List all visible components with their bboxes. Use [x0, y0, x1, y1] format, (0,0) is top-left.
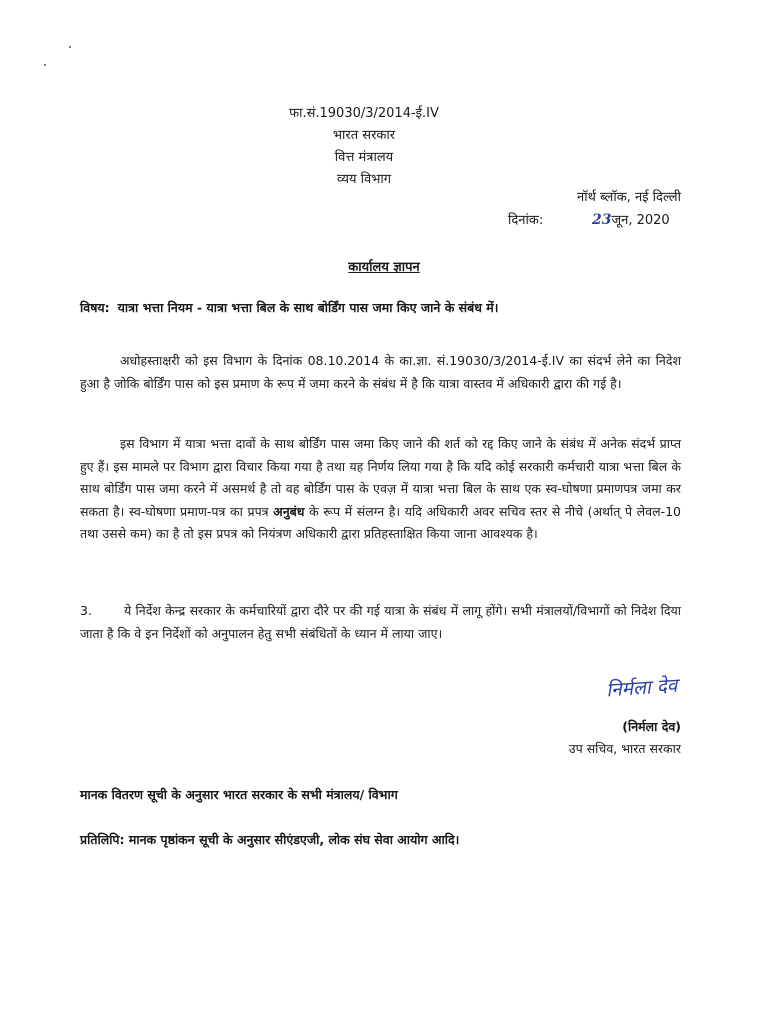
letterhead	[0, 103, 768, 191]
paragraph-2-text-start: इस विभाग में यात्रा भत्ता दावों के साथ बोर्डिंग पास जमा किए जाने की शर्त को रद्द किए जाने के संबंध में अनेक संदर्भ प्राप्त हुए हैं। इस मामले पर विभाग द्वारा विचार किया गया है तथा यह निर्णय लिया गया है कि यदि कोई सरकारी कर्मचारी यात्रा भत्ता बिल के साथ बोर्डिंग पास जमा करने में असमर्थ है तो वह बोर्डिंग पास के एवज़ में यात्रा भत्ता बिल के साथ एक स्व-घोषणा प्रमाणपत्र जमा कर सकता है। स्व-घोषणा प्रमाण-पत्र का प्रपत्र	[80, 436, 681, 519]
government-name: भारत सरकार	[332, 128, 396, 143]
date-month-year: जून, 2020	[611, 213, 670, 228]
file-number: फा.सं.19030/3/2014-ई.IV	[289, 106, 439, 121]
subject-label: विषय:	[80, 300, 110, 315]
department-name: व्यय विभाग	[336, 172, 392, 187]
subject-line	[80, 299, 700, 316]
paragraph-3-number: 3.	[80, 603, 92, 618]
handwritten-signature: निर्मला देव	[605, 674, 679, 702]
signatory-designation: उप सचिव, भारत सरकार	[568, 741, 681, 756]
distribution-line: मानक वितरण सूची के अनुसार भारत सरकार के सभी मंत्रालय/ विभाग	[80, 787, 398, 802]
date-label: दिनांक:	[508, 213, 544, 228]
paragraph-1	[80, 350, 681, 395]
paragraph-2	[80, 433, 681, 546]
signatory-name: (निर्मला देव)	[622, 719, 681, 734]
annexure-word: अनुबंध	[273, 503, 305, 519]
paragraph-3	[80, 600, 681, 645]
paragraph-3-text: ये निर्देश केन्द्र सरकार के कर्मचारियों द्वारा दौरे पर की गई यात्रा के संबंध में लागू होंगे। सभी मंत्रालयों/विभागों को निदेश दिया जाता है कि वे इन निर्देशों को अनुपालन हेतु सभी संबंधितों के ध्यान में लाया जाए।	[80, 603, 681, 641]
paragraph-1-text: अधोहस्ताक्षरी को इस विभाग के दिनांक 08.10.2014 के का.ज्ञा. सं.19030/3/2014-ई.IV का संदर्भ लेने का निदेश हुआ है जोकि बोर्डिंग पास को इस प्रमाण के रूप में जमा करने के संबंध में है कि यात्रा वास्तव में अधिकारी द्वारा की गई है।	[80, 353, 681, 391]
copy-to-line: प्रतिलिपि: मानक पृष्ठांकन सूची के अनुसार सीएंडएजी, लोक संघ सेवा आयोग आदि।	[80, 832, 460, 847]
ministry-name: वित्त मंत्रालय	[334, 150, 394, 165]
issue-date	[508, 210, 670, 231]
scan-speck	[69, 46, 71, 48]
paragraph-2-text-end: के रूप में संलग्न है। यदि अधिकारी अवर सचिव स्तर से नीचे (अर्थात् पे लेवल-10 तथा उससे कम) का है तो इस प्रपत्र को नियंत्रण अधिकारी द्वारा प्रतिहस्ताक्षित किया जाना आवश्यक है।	[80, 503, 681, 541]
subject-text: यात्रा भत्ता नियम - यात्रा भत्ता बिल के साथ बोर्डिंग पास जमा किए जाने के संबंध में।	[117, 300, 499, 315]
handwritten-date-day: 23	[592, 212, 612, 228]
document-title: कार्यालय ज्ञापन	[348, 260, 420, 275]
scan-speck	[44, 64, 46, 66]
issue-place: नॉर्थ ब्लॉक, नई दिल्ली	[576, 190, 681, 205]
